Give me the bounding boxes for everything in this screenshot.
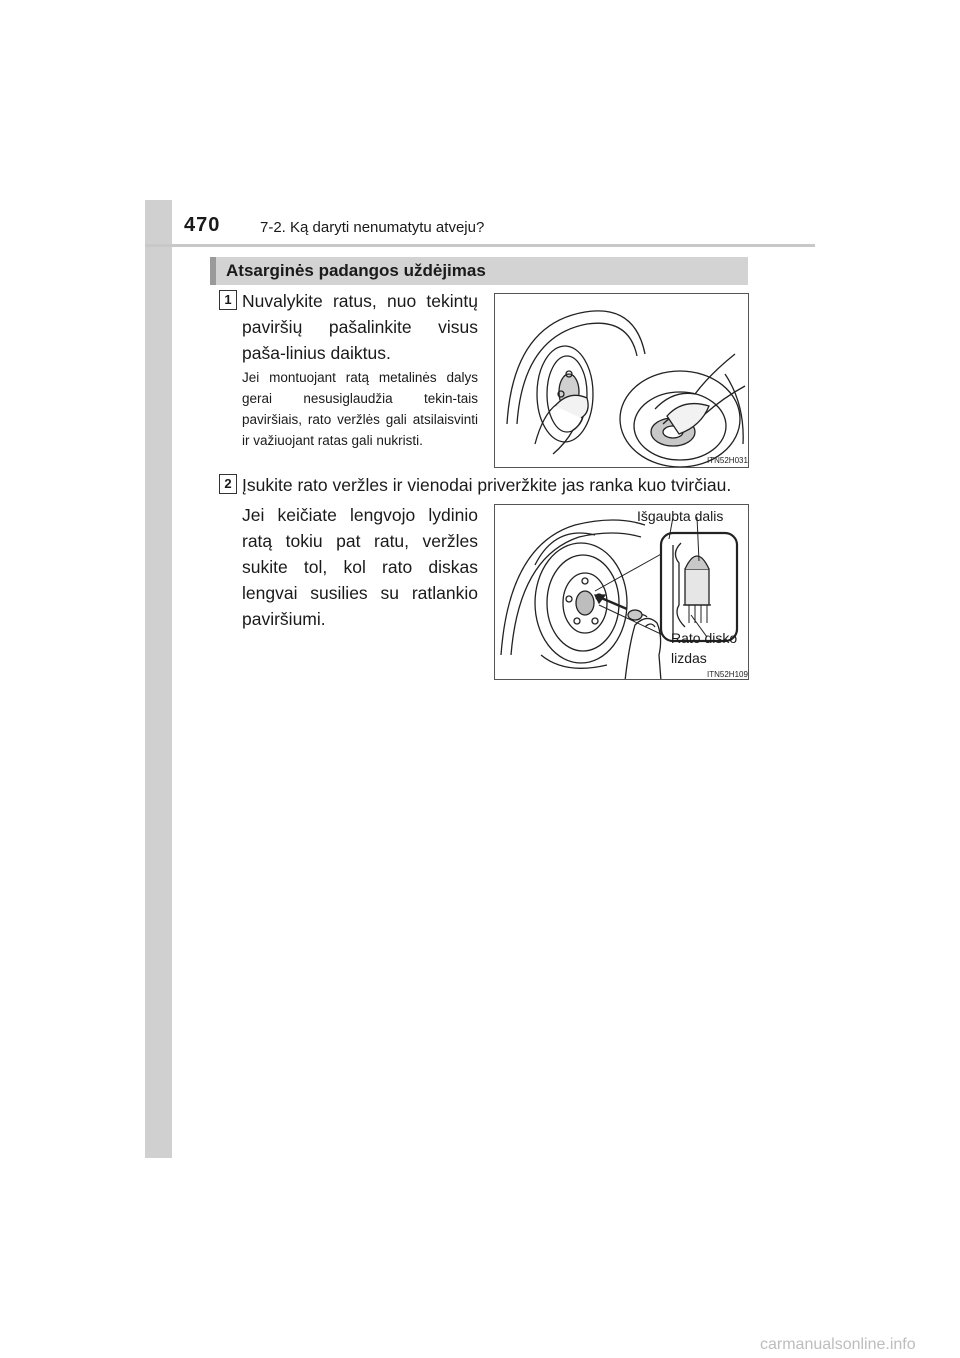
callout-disc-seat-line2: lizdas (671, 650, 707, 666)
wheel-cleaning-illustration (495, 294, 749, 468)
figure-2-code: ITN52H109 (707, 670, 748, 679)
step-1-text: Nuvalykite ratus, nuo tekintų paviršių pašalinkite visus paša-linius daiktus. (242, 291, 478, 363)
header-rule (145, 244, 815, 247)
figure-tightening-nuts (494, 504, 749, 680)
nut-tightening-illustration (495, 505, 749, 680)
figure-1-code: ITN52H031 (707, 456, 748, 465)
chapter-label: 7-2. Ką daryti nenumatytu atveju? (260, 219, 485, 236)
section-heading-bar (210, 257, 748, 285)
footer-watermark: carmanualsonline.info (760, 1336, 916, 1353)
section-heading-accent (210, 257, 216, 285)
figure-cleaning-wheel (494, 293, 749, 468)
step-2-badge: 2 (219, 474, 237, 494)
step-1-note: Jei montuojant ratą metalinės dalys gerai nesusiglaudžia tekin-tais paviršiais, rato veržlės gali atsilaisvinti ir važiuojant ratas gali nukristi. (242, 370, 478, 448)
step-1-badge: 1 (219, 290, 237, 310)
side-tab-band (145, 200, 172, 1158)
page-number: 470 (184, 214, 221, 236)
step-2-subtext: Jei keičiate lengvojo lydinio ratą tokiu pat ratu, veržles sukite tol, kol rato diskas lengvai susilies su ratlankio paviršiumi. (242, 505, 478, 629)
step-2-text: Įsukite rato veržles ir vienodai priveržkite jas ranka kuo tvirčiau. (242, 475, 732, 495)
callout-disc-seat-line1: Rato disko (671, 630, 738, 646)
section-title: Atsarginės padangos uždėjimas (226, 261, 486, 280)
callout-raised-part: Išgaubta dalis (637, 508, 724, 524)
